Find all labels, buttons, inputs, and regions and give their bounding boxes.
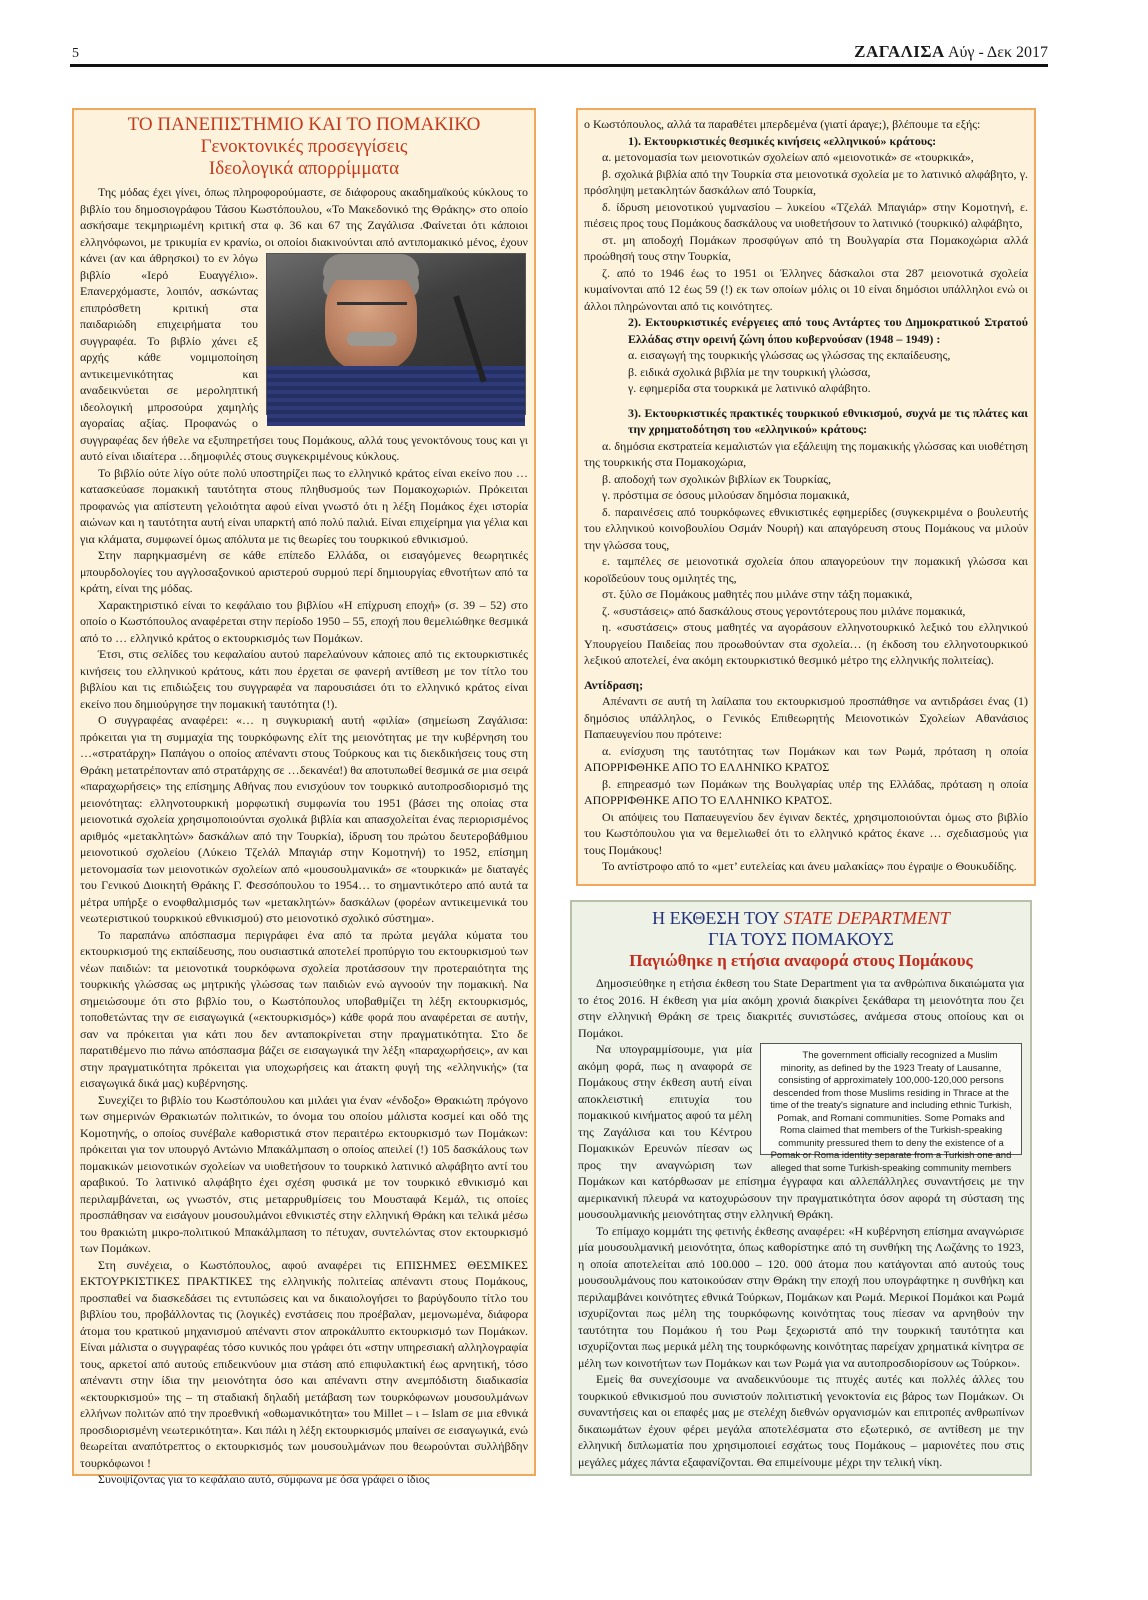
author-photo [266, 253, 526, 415]
continuation-line: δ. ίδρυση μειονοτικού γυμνασίου – λυκείου «Τζελάλ Μπαγιάρ» στην Κομοτηνή, ε. πιέσεις προς τους Πομάκους δασκάλους να υιοθετήσουν το λατινικό (τουρκικό) αλφάβητο, [584, 199, 1028, 230]
masthead [854, 42, 1048, 62]
article-paragraph: Το βιβλίο ούτε λίγο ούτε πολύ υποστηρίζει πως το ελληνικό κράτος είναι εκείνο που … κατασκεύασε πομακική ταυτότητα στους πληθυσμούς των Πομακοχωριών. Πρόκειται προφανώς για απίστευτη γελοιότητα αφού είναι γνωστό ότι η λέξη Πομάκος έχει ιστορία αιώνων και η ταυτότητα αυτή είναι υπαρκτή από πολύ παλιά. Είναι επιχείρημα για γέλια και για κλάματα, συμφωνεί όμως απόλυτα με τις θεωρίες του τουρκικού εθνικισμού. [80, 465, 528, 546]
article-subtitle-1: Γενοκτονικές προσεγγίσεις [200, 136, 408, 157]
article-paragraph: Το παραπάνω απόσπασμα περιγράφει ένα από τα πρώτα μεγάλα κύματα του εκτουρκισμού της εκπαίδευσης, που ουσιαστικά αποτελεί προπύργιο του εκτουρκισμού των νέων παιδιών: τα μειονοτικά τουρκόφωνα σχολεία προτάσσουν την προτεραιότητα της τουρκικής γλώσσας ως μητρικής γλώσσας των παιδιών ενώ αγνοούν την πομακική. Να σημειώσουμε ότι στο βιβλίο του, ο Κωστόπουλος υποβαθμίζει τη λέξη εκτουρκισμός, τοποθετώντας την σε εισαγωγικά («εκτουρκισμός») κάθε φορά που αναφέρεται σε αυτήν, σαν να πρόκειται για κάτι που δεν ανταποκρίνεται στην πραγματικότητα. Στο δε παρατιθέμενο πιο πάνω απόσπασμα βάζει σε εισαγωγικά την λέξη «παραχωρήσεις», αν και στην πραγματικότητα πρόκειται για υποχωρήσεις και άτακτη φυγή της «ελληνικής» (τα εισαγωγικά δικά μας) κυβέρνησης. [80, 927, 528, 1090]
article-paragraph: Δημοσιεύθηκε η ετήσια έκθεση του State Department για τα ανθρώπινα δικαιώματα για το έτος 2016. Η έκθεση για μία ακόμη χρονιά διακρίνει ξεκάθαρα τη μειονότητα που ζει στην ελληνική Θράκη σε τρεις διακριτές συνιστώσες, ανάμεσα στους οποίους και οι Πομάκοι. [578, 976, 1024, 1040]
masthead-name: ΖΑΓΑΛΙΣΑ [854, 42, 945, 61]
continuation-line: β. ειδικά σχολικά βιβλία με την τουρκική γλώσσα, [628, 364, 871, 379]
sd-article-title: Η ΕΚΘΕΣΗ ΤΟΥ STATE DEPARTMENT [652, 908, 950, 928]
masthead-issue: Αύγ - Δεκ 2017 [947, 44, 1048, 61]
page-header [70, 38, 1048, 62]
continuation-line: α. ενίσχυση της ταυτότητας των Πομάκων και των Ρωμά, πρόταση η οποία ΑΠΟΡΡΙΦΘΗΚΕ ΑΠΟ ΤΟ ΕΛΛΗΝΙΚΟ ΚΡΑΤΟΣ [584, 743, 1028, 774]
article-paragraph: Συνοψίζοντας για το κεφάλαιο αυτό, σύμφωνα με όσα γράφει ο ίδιος [98, 1472, 430, 1486]
continuation-line: Απέναντι σε αυτή τη λαίλαπα του εκτουρκισμού προσπάθησε να αντιδράσει ένας (1) δημόσιος υπάλληλος, ο Γενικός Επιθεωρητής Μειονοτικών Σχολείων Αθανάσιος Παπαευγενίου που πρότεινε: [584, 694, 1028, 741]
continuation-line: β. αποδοχή των σχολικών βιβλίων εκ Τουρκίας, [602, 471, 831, 486]
continuation-line: ζ. «συστάσεις» από δασκάλους στους γεροντότερους που μιλάνε πομακικά, [602, 603, 966, 618]
article-university-pomak [72, 108, 536, 1486]
article-paragraph: The government officially recognized a Muslim minority, as defined by the 1923 Treaty of Lausanne, consisting of approximately 100,000-120,000 persons descended from those Muslims residing in Thrace at the time of the treaty's signature and including ethnic Turkish, Pomak, and Romani communities. Some Pomaks and Roma claimed that members of the Turkish-speaking community pressured them to deny the existence of a Pomak or Roma identity separate from a Turkish one and alleged that some Turkish-speaking community members Να υπογραμμίσουμε, για μία ακόμη φορά, πως η αναφορά σε Πομάκους στην έκθεση αυτή είναι αποκλειστική επιτυχία του πομακικού κινήματος αφού τα μέλη της Ζαγάλισα και του Κέντρου Πομακικών Ερευνών πίεσαν ως προς την αναγνώριση των Πομάκων και κατόρθωσαν με επίσημα έγγραφα και αλλεπάλληλες συναντήσεις με την αμερικανική πλευρά να κατοχυρώσουν την πραγματικότητα όσον αφορά τη σύσταση της μουσουλμανικής μειονότητας στην ελληνική Θράκη. [578, 1042, 1024, 1221]
article-paragraph: Έτσι, στις σελίδες του κεφαλαίου αυτού παρελαύνουν κάποιες από τις εκτουρκιστικές κινήσεις του ελληνικού κράτους, κάτι που έρχεται σε φανερή αντίθεση με τον τίτλο του βιβλίου και τις επιδιώξεις του συγγραφέα να παρουσιάσει ότι το ελληνικό κράτος είναι εκείνο που δημιούργησε την πομακική ταυτότητα (!). [80, 647, 528, 711]
continuation-body [584, 116, 1028, 875]
continuation-line: στ. μη αποδοχή Πομάκων προσφύγων από τη Βουλγαρία στα Πομακοχώρια αλλά προώθησή τους στην Τουρκία, [584, 232, 1028, 263]
para-1-rest: αντιπομακικό μένος, έχουν κάνει (αν και άθρησκοι) το εν λόγω βιβλίο «Ιερό Ευαγγέλιο». Επανερχόμαστε, λοιπόν, ασκώντας επιπρόσθετη κριτική στα παιδαριώδη επιχειρήματα του συγγραφέα. Το βιβλίο χάνει εξ αρχής κάθε νομιμοποίηση αντικειμενικότητας και αναδεικνύεται σε μεροληπτική ιδεολογική μπροσούρα χαμηλής αγοραίας αξίας. Προφανώς ο συγγραφέας δεν ήθελε να εξυπηρετήσει τους Πομάκους, αλλά τους γενοκτόνους τους και γι αυτό είναι ιδιαίτερα …δημοφιλές στους συγκεκριμένους κύκλους. [80, 234, 528, 463]
page-number: 5 [72, 46, 79, 61]
article-paragraph: Το επίμαχο κομμάτι της φετινής έκθεσης αναφέρει: «Η κυβέρνηση επίσημα αναγνώρισε μία μουσουλμανική μειονότητα, όπως καθορίστηκε από τη συνθήκη της Λωζάνης το 1923, η οποία αποτελείται από 100.000 – 120. 000 άτομα που κατάγονται από αυτούς τους μουσουλμάνους που κατοικούσαν στην Θράκη την εποχή που υπογράφτηκε η συνθήκη και περιλαμβάνει κοινότητες εθνικά Τούρκων, Πομάκων και Ρωμά. Μερικοί Πομάκοι και Ρωμά ισχυρίζονται πως μέλη της τουρκόφωνης κοινότητας τους πίεσαν να αρνηθούν την ταυτότητα του Πομάκου ή του Ρωμ ξεχωριστά από την τουρκική ταυτότητα και ισχυρίζονται πως μερικά μέλη της τουρκόφωνης κοινότητας παρείχαν χρηματικά κίνητρα σε μέλη των κοινοτήτων των Πομάκων και των Ρωμά για να αυτοπροσδιορίσουν ως Τούρκοι». [578, 1223, 1024, 1370]
continuation-line: α. δημόσια εκστρατεία κεμαλιστών για εξάλειψη της πομακικής γλώσσας και υιοθέτηση της τουρκικής στα Πομακοχώρια, [584, 438, 1028, 469]
para-1-start: Της μόδας έχει γίνει, όπως πληροφορούμαστε, σε διάφορους ακαδημαϊκούς κύκλους το βιβλίο του δημοσιογράφου Τάσου Κωστόπουλου, «Το Μακεδονικό της Θράκης» στο οποίο ασκήσαμε τεκμηριωμένη κριτική στα φ. 36 και 67 της Ζαγάλισα .Φαίνεται ότι κάποιοι ελληνόφωνοι, με τρικυμία εν κρανίω, οι οποίοι διακινούνται από [80, 185, 528, 249]
continuation-line: 2). Εκτουρκιστικές ενέργειες από τους Αντάρτες του Δημοκρατικού Στρατού Ελλάδας στην ορεινή ζώνη όπου κυβερνούσαν (1948 – 1949) : [628, 315, 1028, 346]
continuation-line: 3). Εκτουρκιστικές πρακτικές τουρκικού εθνικισμού, συχνά με τις πλάτες και την χρηματοδότηση του «ελληνικού» κράτους: [628, 405, 1028, 436]
article-title: ΤΟ ΠΑΝΕΠΙΣΤΗΜΙΟ ΚΑΙ ΤΟ ΠΟΜΑΚΙΚΟ [127, 114, 481, 135]
article-paragraph: Στην παρηκμασμένη σε κάθε επίπεδο Ελλάδα, οι εισαγόμενες θεωρητικές μπουρδολογίες του αγγλοσαξονικού αριστερού συρμού περί δημιουργίας εθνοτήτων από τα κράτη, είναι της μόδας. [80, 548, 528, 595]
article-paragraph [80, 184, 528, 465]
continuation-line: ο Κωστόπουλος, αλλά τα παραθέτει μπερδεμένα (γιατί άραγε;), βλέπουμε τα εξής: [584, 117, 981, 131]
continuation-line: β. σχολικά βιβλία από την Τουρκία στα μειονοτικά σχολεία με το λατινικό αλφάβητο, γ. πρόσληψη μετακλητών δασκάλων από Τουρκία, [584, 166, 1028, 197]
sd-article-body [578, 975, 1024, 1470]
continuation-line: α. μετονομασία των μειονοτικών σχολείων από «μειονοτικά» σε «τουρκικά», [602, 150, 974, 164]
continuation-line: Αντίδραση; [584, 677, 644, 692]
article-body [80, 184, 528, 1488]
continuation-line: β. επηρεασμό των Πομάκων της Βουλγαρίας υπέρ της Ελλάδας, πρόταση η οποία ΑΠΟΡΡΙΦΘΗΚΕ ΑΠΟ ΤΟ ΕΛΛΗΝΙΚΟ ΚΡΑΤΟΣ. [584, 776, 1028, 807]
sd-article-title-2: ΓΙΑ ΤΟΥΣ ΠΟΜΑΚΟΥΣ [708, 929, 894, 949]
continuation-line: 1). Εκτουρκιστικές θεσμικές κινήσεις «ελληνικού» κράτους: [628, 133, 937, 148]
continuation-line: η. «συστάσεις» στους μαθητές να αγοράσουν ελληνοτουρκικό λεξικό του ελληνικού Υπουργείου Παιδείας που προωθούνταν στα σχολεία… (η έκδοση του ελληνοτουρκικού λεξικού αποτελεί, ένα ακόμη εκτουρκιστικό θεσμικό μέτρο της ελληνικής πολιτείας). [584, 620, 1028, 667]
article-continuation [576, 108, 1036, 886]
report-excerpt-inset: The government officially recognized a Muslim minority, as defined by the 1923 Treaty of Lausanne, consisting of approximately 100,000-120,000 persons descended from those Muslims residing in Thrace at the time of the treaty's signature and including ethnic Turkish, Pomak, and Romani communities. Some Pomaks and Roma claimed that members of the Turkish-speaking community pressured them to deny the existence of a Pomak or Roma identity separate from a Turkish one and alleged that some Turkish-speaking community members [760, 1043, 1022, 1155]
continuation-line: Οι απόψεις του Παπαευγενίου δεν έγιναν δεκτές, χρησιμοποιούνται όμως στο βιβλίο του Κωστόπουλου για να θεμελιωθεί ότι το ελληνικό κράτος έκανε … σχεδιασμούς για τους Πομάκους! [584, 809, 1028, 857]
article-paragraph: Εμείς θα συνεχίσουμε να αναδεικνύουμε τις πτυχές αυτές και πολλές άλλες του τουρκικού εθνικισμού που συνιστούν πολιτιστική γενοκτονία εις βάρος των Πομάκων. Οι συναντήσεις και οι επαφές μας με στελέχη διεθνών οργανισμών και επιτροπές ανθρωπίνων δικαιωμάτων έχουν φέρει μεγάλα αποτελέσματα στο εξωτερικό, σε αντίθεση με την ελληνική διπλωματία που χρησιμοποιεί εσχάτως τους Πομάκους – μαριονέτες που στις μεγάλες μάχες πάντα εξαφανίζονται. Θα επιμείνουμε μέχρι την τελική νίκη. [578, 1372, 1024, 1469]
article-paragraph: Συνεχίζει το βιβλίο του Κωστόπουλου και μιλάει για έναν «ένδοξο» Θρακιώτη πρόγονο των σημερινών Θρακιωτών πολιτικών, το όνομα του οποίου μάλιστα κοσμεί και οδό της Κομοτηνής, ο οποίος συνέβαλε καθοριστικά στον περαιτέρω εκτουρκισμό των Πομάκων: πρόκειται για τον υπουργό Αντώνιο Μπακάλμπαση ο οποίος απειλεί (!) 105 δασκάλους των πομακικών μειονοτικών σχολείων να υιοθετήσουν το τουρκικό λατινικό αλφάβητο αντί του αραβικού. Το λατινικό αλφάβητο έχει σχέση φυσικά με τον τουρκικό εθνικισμό και περιλαμβάνεται, ως γνωστόν, στις μεταρρυθμίσεις του Μουσταφά Κεμάλ, τις οποίες προσπάθησαν να εισάγουν μουσουλμάνοι εθνικιστές στην ελληνική Θράκη και τελικά μέσω του θρακιώτη μικρο-πολιτικού Μπακάλμπαση το πέτυχαν, συντελώντας στον εκτουρκισμό των Πομάκων. [80, 1092, 528, 1255]
continuation-line: ζ. από το 1946 έως το 1951 οι Έλληνες δάσκαλοι στα 287 μειονοτικά σχολεία κυμαίνονται από 12 έως 59 (!) εκ των οποίων μόλις οι 10 είναι δημόσιοι υπάλληλοι ενώ οι άλλοι πληρώνονται από τις κοινότητες. [584, 265, 1028, 313]
continuation-line: δ. παραινέσεις από τουρκόφωνες εθνικιστικές εφημερίδες (συγκεκριμένα ο βουλευτής του ελληνικού κοινοβουλίου Οσμάν Νουρή) και απαγόρευση στους Πομάκους να μιλούν την γλώσσα τους, [584, 504, 1028, 552]
article-state-department [570, 900, 1032, 1476]
continuation-line: Το αντίστροφο από το «μετ’ ευτελείας και άνευ μαλακίας» που έγραψε ο Θουκυδίδης. [602, 859, 1017, 873]
continuation-line: γ. εφημερίδα στα τουρκικά με λατινικό αλφάβητο. [628, 381, 871, 395]
continuation-line: ε. ταμπέλες σε μειονοτικά σχολεία όπου απαγορεύουν την πομακική γλώσσα και κοροϊδεύουν τους ομιλητές της, [584, 554, 1028, 585]
sd-article-subtitle: Παγιώθηκε η ετήσια αναφορά στους Πομάκους [629, 951, 973, 970]
article-subtitle-2: Ιδεολογικά απορρίμματα [208, 158, 400, 179]
continuation-line: γ. πρόστιμα σε όσους μιλούσαν δημόσια πομακικά, [602, 488, 850, 502]
article-paragraph: Χαρακτηριστικό είναι το κεφάλαιο του βιβλίου «Η επίχρυση εποχή» (σ. 39 – 52) στο οποίο ο Κωστόπουλος αναφέρεται στην περίοδο 1950 – 55, εποχή που θεμελιώθηκε θεσμικά από το … ελληνικό κράτος ο εκτουρκισμός των Πομάκων. [80, 597, 528, 645]
article-paragraph: Ο συγγραφέας αναφέρει: «… η συγκυριακή αυτή «φιλία» (σημείωση Ζαγάλισα: πρόκειται για τη συμμαχία της τουρκόφωνης ελίτ της μειονότητας με την κυβέρνηση του …«στρατάρχη» Παπάγου ο οποίος απέναντι στους Τούρκους και τις διεκδικήσεις τους στη Θράκη μετατρέπονταν από στρατάρχης σε …δεκανέα!) θα αποτυπωθεί θεσμικά σε μια σειρά «παραχωρήσεις» της επίσημης Αθήνας που ενισχύουν τον τουρκικό αυτοπροσδιορισμό της μειονότητας: ελληνοτουρκική μορφωτική συμφωνία του 1951 (βάσει της οποίας στα μειονοτικά σχολεία χρησιμοποιούνται σχολικά βιβλία και απασχολείται ένας περιορισμένος αριθμός «μετακλητών» δασκάλων από την Τουρκία), ίδρυση του πρώτου δευτεροβάθμιου μειονοτικού σχολείου (Λύκειο Τζελάλ Μπαγιάρ στην Κομοτηνή) το 1952, επίσημη μετονομασία των μειονοτικών σχολείων από «μουσουλμανικά» σε «τουρκικά» με διαταγές του Γενικού Διοικητή Θράκης Γ. Φεσσόπουλου το 1954… το σημαντικότερο από αυτά τα μέτρα υπήρξε ο ενοφθαλμισμός των «μετακλητών» δασκάλων (φορέων αντικειμενικά του νεωτεριστικού τουρκικού εθνικισμού) στο μειονοτικό σχολικό σύστημα». [80, 713, 528, 925]
continuation-line: α. εισαγωγή της τουρκικής γλώσσας ως γλώσσας της εκπαίδευσης, [628, 348, 951, 362]
article-paragraph: Στη συνέχεια, ο Κωστόπουλος, αφού αναφέρει τις ΕΠΙΣΗΜΕΣ ΘΕΣΜΙΚΕΣ ΕΚΤΟΥΡΚΙΣΤΙΚΕΣ ΠΡΑΚΤΙΚΕΣ της ελληνικής πολιτείας απέναντι στους Πομάκους, προσπαθεί να διασκεδάσει τις εντυπώσεις και να δικαιολογήσει το βαρύγδουπο τίτλο του βιβλίου του, προβάλλοντας τις (λογικές) ενστάσεις που προέβαλαν, μεμονωμένα, διάφορα άτομα του κρατικού μηχανισμού απέναντι στον απροκάλυπτο εκτουρκισμό των Πομάκων. Είναι μάλιστα ο συγγραφέας τόσο κυνικός που γράφει ότι «στην υπηρεσιακή αλληλογραφία τους, αρκετοί από αυτούς επιδεικνύουν μια στάση από επιφυλακτική έως αρνητική, τόσο απέναντι στην ίδια την μειονότητα όσο και απέναντι στην ανεμπόδιστη διαδικασία «εκτουρκισμού» της – τη σταδιακή δηλαδή μετάβαση των τουρκόφωνων μουσουλμάνων ελλήνων πολιτών από την προεθνική «οθωμανικότητα» του Millet – ι – Islam σε μια εθνικά προσδιορισμένη νεωτερικότητα». Και πάλι η λέξη εκτουρκισμός μπαίνει σε εισαγωγικά, ενώ θεωρείται αναπότρεπτος ο εκτουρκισμός των μουσουλμάνων που θεωρούνται συλλήβδην τουρκόφωνοι ! [80, 1257, 528, 1470]
header-rule [70, 64, 1048, 67]
continuation-line: στ. ξύλο σε Πομάκους μαθητές που μιλάνε στην τάξη πομακικά, [602, 587, 913, 601]
